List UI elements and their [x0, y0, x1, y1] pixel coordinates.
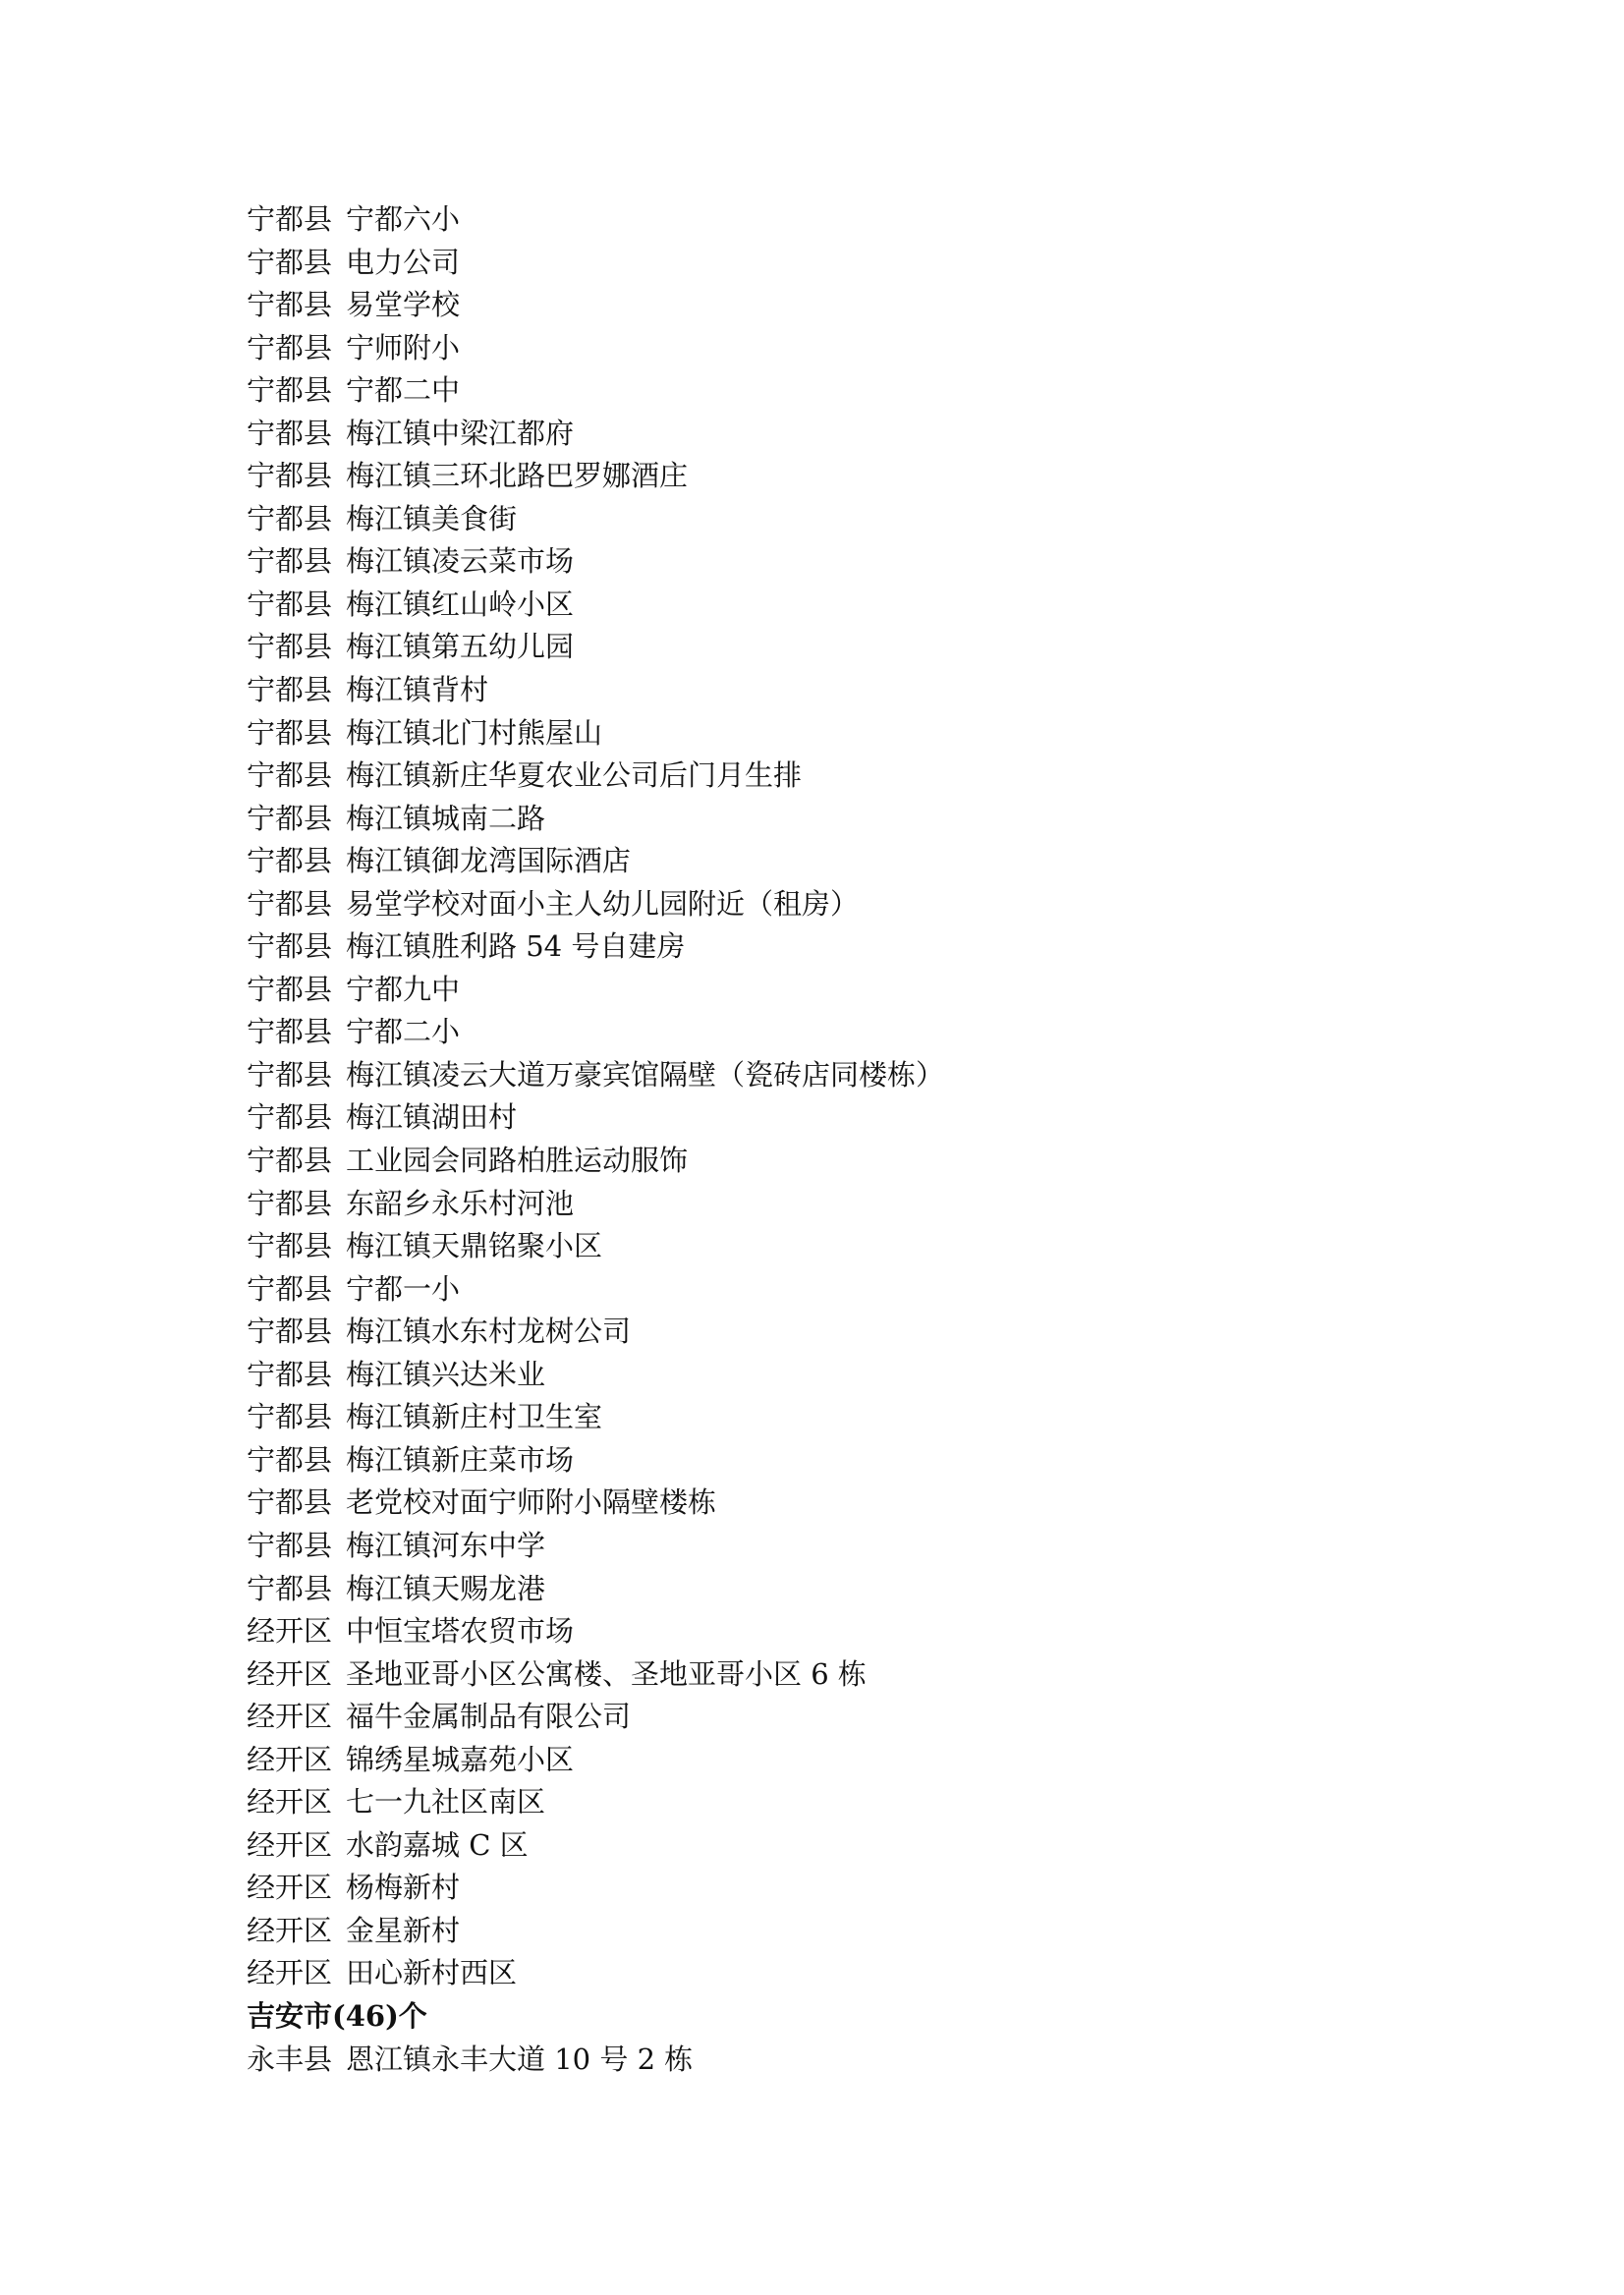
county-name: 宁都县	[247, 972, 333, 1006]
location-list	[247, 198, 1376, 2081]
list-item	[247, 1439, 1376, 1483]
county-name: 宁都县	[247, 1485, 333, 1520]
county-name: 宁都县	[247, 1357, 333, 1391]
list-item	[247, 1824, 1376, 1868]
list-item	[247, 1653, 1376, 1697]
place-name: 圣地亚哥小区公寓楼、圣地亚哥小区 6 栋	[346, 1656, 867, 1691]
county-name: 宁都县	[247, 1229, 333, 1263]
place-name: 梅江镇凌云菜市场	[346, 544, 575, 579]
list-item	[247, 925, 1376, 969]
county-name: 宁都县	[247, 1144, 333, 1178]
place-name: 宁师附小	[346, 330, 461, 364]
county-name: 经开区	[247, 1827, 333, 1862]
place-name: 宁都六小	[346, 202, 461, 236]
county-name: 宁都县	[247, 929, 333, 964]
county-name: 经开区	[247, 1913, 333, 1947]
list-item	[247, 413, 1376, 456]
list-item	[247, 198, 1376, 242]
place-name: 梅江镇兴达米业	[346, 1357, 546, 1391]
county-name: 永丰县	[247, 2042, 333, 2076]
county-name: 经开区	[247, 1871, 333, 1905]
county-name: 宁都县	[247, 844, 333, 878]
place-name: 宁都二中	[346, 373, 461, 408]
county-name: 宁都县	[247, 1271, 333, 1306]
list-item	[247, 284, 1376, 327]
place-name: 中恒宝塔农贸市场	[346, 1614, 575, 1649]
place-name: 梅江镇天鼎铭聚小区	[346, 1229, 603, 1263]
county-name: 宁都县	[247, 459, 333, 493]
place-name: 宁都一小	[346, 1271, 461, 1306]
place-name: 梅江镇美食街	[346, 501, 518, 535]
list-item	[247, 584, 1376, 627]
county-name: 宁都县	[247, 673, 333, 707]
place-name: 易堂学校对面小主人幼儿园附近（租房）	[346, 886, 860, 921]
list-item	[247, 669, 1376, 712]
county-name: 宁都县	[247, 1315, 333, 1349]
place-name: 易堂学校	[346, 288, 461, 322]
county-name: 宁都县	[247, 1571, 333, 1605]
list-item	[247, 1781, 1376, 1824]
list-item	[247, 1525, 1376, 1568]
place-name: 梅江镇第五幼儿园	[346, 630, 575, 664]
list-item	[247, 2039, 1376, 2082]
list-item	[247, 498, 1376, 541]
list-item	[247, 1952, 1376, 1995]
place-name: 梅江镇胜利路 54 号自建房	[346, 929, 686, 964]
place-name: 梅江镇北门村熊屋山	[346, 715, 603, 750]
place-name: 梅江镇水东村龙树公司	[346, 1315, 632, 1349]
county-name: 经开区	[247, 1956, 333, 1990]
list-item	[247, 969, 1376, 1012]
county-name: 宁都县	[247, 1186, 333, 1220]
place-name: 梅江镇中梁江都府	[346, 416, 575, 450]
list-item	[247, 242, 1376, 285]
place-name: 梅江镇河东中学	[346, 1528, 546, 1562]
list-item	[247, 1054, 1376, 1097]
county-name: 宁都县	[247, 1400, 333, 1434]
list-item	[247, 1910, 1376, 1953]
list-item	[247, 883, 1376, 926]
list-item	[247, 1140, 1376, 1183]
county-name: 宁都县	[247, 288, 333, 322]
county-name: 宁都县	[247, 886, 333, 921]
county-name: 宁都县	[247, 373, 333, 408]
place-name: 金星新村	[346, 1913, 461, 1947]
place-name: 东韶乡永乐村河池	[346, 1186, 575, 1220]
list-item	[247, 840, 1376, 883]
place-name: 梅江镇新庄菜市场	[346, 1442, 575, 1477]
place-name: 工业园会同路柏胜运动服饰	[346, 1144, 689, 1178]
list-item	[247, 455, 1376, 498]
place-name: 梅江镇湖田村	[346, 1100, 518, 1135]
county-name: 宁都县	[247, 1100, 333, 1135]
place-name: 梅江镇御龙湾国际酒店	[346, 844, 632, 878]
county-name: 宁都县	[247, 544, 333, 579]
county-name: 宁都县	[247, 630, 333, 664]
place-name: 梅江镇新庄村卫生室	[346, 1400, 603, 1434]
list-item	[247, 798, 1376, 841]
place-name: 锦绣星城嘉苑小区	[346, 1742, 575, 1776]
list-item	[247, 1096, 1376, 1140]
place-name: 田心新村西区	[346, 1956, 518, 1990]
place-name: 梅江镇三环北路巴罗娜酒庄	[346, 459, 689, 493]
list-item	[247, 1225, 1376, 1268]
county-name: 经开区	[247, 1700, 333, 1734]
place-name: 梅江镇天赐龙港	[346, 1571, 546, 1605]
place-name: 梅江镇红山岭小区	[346, 587, 575, 621]
county-name: 宁都县	[247, 416, 333, 450]
county-name: 经开区	[247, 1742, 333, 1776]
list-item	[247, 1610, 1376, 1653]
list-item	[247, 1011, 1376, 1054]
place-name: 梅江镇新庄华夏农业公司后门月生排	[346, 758, 803, 793]
list-item	[247, 1268, 1376, 1312]
list-item	[247, 369, 1376, 413]
county-name: 经开区	[247, 1785, 333, 1819]
list-item	[247, 1696, 1376, 1739]
county-name: 宁都县	[247, 330, 333, 364]
list-item	[247, 1396, 1376, 1439]
list-item	[247, 626, 1376, 669]
county-name: 经开区	[247, 1656, 333, 1691]
list-item	[247, 1739, 1376, 1782]
county-name: 宁都县	[247, 758, 333, 793]
county-name: 宁都县	[247, 202, 333, 236]
place-name: 杨梅新村	[346, 1871, 461, 1905]
county-name: 宁都县	[247, 1057, 333, 1092]
list-item	[247, 1354, 1376, 1397]
place-name: 宁都二小	[346, 1015, 461, 1049]
place-name: 宁都九中	[346, 972, 461, 1006]
place-name: 七一九社区南区	[346, 1785, 546, 1819]
county-name: 经开区	[247, 1614, 333, 1649]
list-item	[247, 540, 1376, 584]
county-name: 宁都县	[247, 245, 333, 279]
county-name: 宁都县	[247, 715, 333, 750]
list-item	[247, 755, 1376, 798]
county-name: 宁都县	[247, 1015, 333, 1049]
place-name: 梅江镇背村	[346, 673, 489, 707]
county-name: 宁都县	[247, 587, 333, 621]
place-name: 老党校对面宁师附小隔壁楼栋	[346, 1485, 717, 1520]
place-name: 梅江镇凌云大道万豪宾馆隔壁（瓷砖店同楼栋）	[346, 1057, 945, 1092]
place-name: 梅江镇城南二路	[346, 801, 546, 835]
county-name: 宁都县	[247, 801, 333, 835]
list-item	[247, 1183, 1376, 1226]
county-name: 宁都县	[247, 501, 333, 535]
place-name: 福牛金属制品有限公司	[346, 1700, 632, 1734]
list-item	[247, 1867, 1376, 1910]
list-item	[247, 712, 1376, 756]
section-heading: 吉安市(46)个	[247, 1998, 427, 2033]
county-name: 宁都县	[247, 1528, 333, 1562]
place-name: 电力公司	[346, 245, 461, 279]
place-name: 恩江镇永丰大道 10 号 2 栋	[346, 2042, 694, 2076]
list-item	[247, 1311, 1376, 1354]
county-name: 宁都县	[247, 1442, 333, 1477]
place-name: 水韵嘉城 C 区	[346, 1827, 529, 1862]
list-item	[247, 1482, 1376, 1525]
list-item	[247, 327, 1376, 370]
list-item	[247, 1568, 1376, 1611]
